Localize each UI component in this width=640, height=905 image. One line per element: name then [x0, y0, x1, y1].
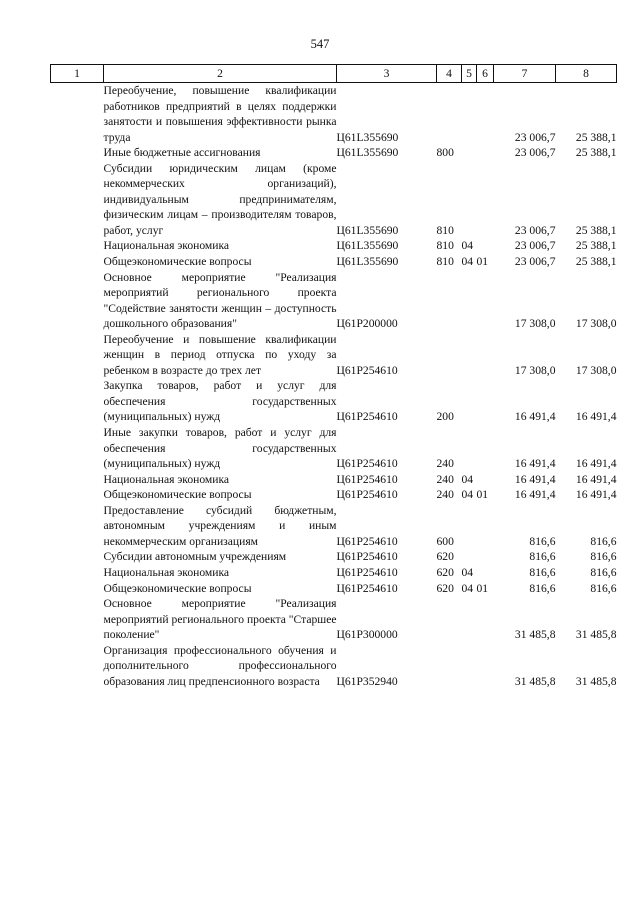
header-col-6: 6: [477, 65, 494, 83]
table-row: [51, 254, 617, 270]
target-article-code: Ц61L355690: [336, 239, 399, 253]
item-name: Общеэкономические вопросы: [103, 255, 252, 269]
table-row: [51, 503, 617, 550]
item-name: Общеэкономические вопросы: [103, 488, 252, 502]
target-article-code: Ц61L355690: [336, 223, 399, 237]
table-row: [51, 581, 617, 597]
amount-column-8: 816,6: [590, 550, 617, 564]
subsection-code: 01: [476, 581, 489, 595]
table-row: [51, 332, 617, 379]
target-article-code: Ц61P352940: [336, 674, 398, 688]
subsection-code: [477, 83, 494, 146]
section-code: [462, 145, 477, 161]
target-article-code: Ц61P254610: [336, 457, 398, 471]
amount-column-7: 17 308,0: [514, 363, 556, 377]
amount-column-8: 16 491,4: [575, 472, 617, 486]
row-number-cell: [51, 238, 104, 254]
amount-column-8: 31 485,8: [575, 628, 617, 642]
table-row: [51, 487, 617, 503]
item-name: Субсидии юридическим лицам (кроме некоммерческих организаций), индивидуальным предпринимателям, физическим лицам – производителям товаров, работ, услуг: [103, 161, 337, 237]
item-name: Национальная экономика: [103, 472, 230, 486]
subsection-code: 01: [476, 488, 489, 502]
target-article-code: Ц61P254610: [336, 488, 398, 502]
item-name: Основное мероприятие "Реализация мероприятий регионального проекта "Старшее поколение": [103, 597, 337, 642]
page-number: 547: [310, 37, 330, 51]
row-number-cell: [51, 503, 104, 550]
target-article-code: Ц61P254610: [336, 472, 398, 486]
section-code: 04: [461, 472, 474, 486]
target-article-code: Ц61P254610: [336, 565, 398, 579]
target-article-code: Ц61P200000: [336, 317, 398, 331]
expense-type-code: 600: [436, 534, 454, 548]
item-name: Иные бюджетные ассигнования: [103, 146, 261, 160]
target-article-code: Ц61L355690: [336, 255, 399, 269]
subsection-code: [477, 425, 494, 472]
row-number-cell: [51, 596, 104, 643]
table-row: [51, 425, 617, 472]
section-code: [462, 161, 477, 239]
amount-column-8: 25 388,1: [575, 146, 617, 160]
table-row: [51, 238, 617, 254]
amount-column-8: 16 491,4: [575, 488, 617, 502]
table-row: [51, 270, 617, 332]
expense-type-code: 810: [436, 223, 454, 237]
amount-column-7: 31 485,8: [514, 628, 556, 642]
expense-type-code: 620: [436, 565, 454, 579]
header-col-8: 8: [556, 65, 617, 83]
table-row: [51, 472, 617, 488]
table-row: [51, 596, 617, 643]
item-name: Организация профессионального обучения и дополнительного профессионального образования лиц предпенсионного возраста: [103, 643, 337, 688]
amount-column-8: 16 491,4: [575, 410, 617, 424]
table-row: [51, 145, 617, 161]
section-code: [462, 549, 477, 565]
section-code: [462, 378, 477, 425]
item-name: Переобучение и повышение квалификации женщин в период отпуска по уходу за ребенком в возрасте до трех лет: [103, 332, 337, 377]
target-article-code: Ц61P254610: [336, 534, 398, 548]
amount-column-8: 816,6: [590, 565, 617, 579]
header-col-4: 4: [437, 65, 462, 83]
amount-column-8: 25 388,1: [575, 255, 617, 269]
amount-column-8: 25 388,1: [575, 223, 617, 237]
subsection-code: [477, 503, 494, 550]
amount-column-7: 23 006,7: [514, 255, 556, 269]
amount-column-8: 816,6: [590, 534, 617, 548]
amount-column-7: 16 491,4: [514, 472, 556, 486]
section-code: 04: [461, 488, 474, 502]
expense-type-code: 240: [436, 488, 454, 502]
target-article-code: Ц61P300000: [336, 628, 398, 642]
section-code: [462, 503, 477, 550]
amount-column-7: 23 006,7: [514, 223, 556, 237]
row-number-cell: [51, 332, 104, 379]
table-row: [51, 565, 617, 581]
subsection-code: 01: [476, 255, 489, 269]
amount-column-7: 16 491,4: [514, 488, 556, 502]
header-col-1: 1: [51, 65, 104, 83]
target-article-code: Ц61L355690: [336, 146, 399, 160]
amount-column-7: 31 485,8: [514, 674, 556, 688]
budget-table: [50, 64, 617, 689]
expense-type-code: [437, 332, 462, 379]
table-row: [51, 378, 617, 425]
item-name: Общеэкономические вопросы: [103, 581, 252, 595]
amount-column-8: 25 388,1: [575, 239, 617, 253]
row-number-cell: [51, 425, 104, 472]
expense-type-code: 810: [436, 255, 454, 269]
amount-column-8: 31 485,8: [575, 674, 617, 688]
target-article-code: Ц61P254610: [336, 410, 398, 424]
header-col-2: 2: [104, 65, 337, 83]
amount-column-8: 25 388,1: [575, 130, 617, 144]
amount-column-7: 816,6: [529, 534, 556, 548]
item-name: Иные закупки товаров, работ и услуг для обеспечения государственных (муниципальных) нужд: [103, 426, 337, 471]
amount-column-8: 816,6: [590, 581, 617, 595]
amount-column-8: 17 308,0: [575, 317, 617, 331]
amount-column-7: 23 006,7: [514, 130, 556, 144]
item-name: Субсидии автономным учреждениям: [103, 550, 287, 564]
item-name: Основное мероприятие "Реализация мероприятий регионального проекта "Содействие занятости женщин – доступность дошкольного образования": [103, 270, 337, 331]
table-row: [51, 643, 617, 690]
amount-column-7: 816,6: [529, 550, 556, 564]
section-code: [462, 83, 477, 146]
row-number-cell: [51, 487, 104, 503]
expense-type-code: 800: [436, 146, 454, 160]
header-col-5: 5: [462, 65, 477, 83]
amount-column-7: 17 308,0: [514, 317, 556, 331]
expense-type-code: 810: [436, 239, 454, 253]
header-col-3: 3: [337, 65, 437, 83]
table-body: [51, 83, 617, 690]
subsection-code: [477, 643, 494, 690]
section-code: 04: [461, 255, 474, 269]
table-header-row: [51, 65, 617, 83]
section-code: 04: [461, 581, 474, 595]
section-code: [462, 270, 477, 332]
row-number-cell: [51, 270, 104, 332]
table-row: [51, 161, 617, 239]
item-name: Закупка товаров, работ и услуг для обеспечения государственных (муниципальных) нужд: [103, 379, 337, 424]
subsection-code: [477, 549, 494, 565]
subsection-code: [477, 332, 494, 379]
item-name: Национальная экономика: [103, 239, 230, 253]
row-number-cell: [51, 254, 104, 270]
target-article-code: Ц61L355690: [336, 130, 399, 144]
subsection-code: [477, 596, 494, 643]
expense-type-code: [437, 596, 462, 643]
table-row: [51, 549, 617, 565]
expense-type-code: [437, 643, 462, 690]
section-code: [462, 332, 477, 379]
section-code: [462, 425, 477, 472]
amount-column-7: 816,6: [529, 581, 556, 595]
row-number-cell: [51, 643, 104, 690]
amount-column-7: 16 491,4: [514, 457, 556, 471]
item-name: Переобучение, повышение квалификации работников предприятий в целях поддержки занятости и повышения эффективности рынка труда: [103, 84, 337, 144]
expense-type-code: 240: [436, 457, 454, 471]
subsection-code: [477, 161, 494, 239]
section-code: [462, 596, 477, 643]
table-row: [51, 83, 617, 146]
amount-column-8: 16 491,4: [575, 457, 617, 471]
subsection-code: [477, 378, 494, 425]
row-number-cell: [51, 145, 104, 161]
amount-column-7: 816,6: [529, 565, 556, 579]
row-number-cell: [51, 83, 104, 146]
section-code: [462, 643, 477, 690]
header-col-7: 7: [494, 65, 556, 83]
expense-type-code: 240: [436, 472, 454, 486]
amount-column-7: 16 491,4: [514, 410, 556, 424]
subsection-code: [477, 472, 494, 488]
section-code: 04: [461, 565, 474, 579]
row-number-cell: [51, 161, 104, 239]
amount-column-7: 23 006,7: [514, 239, 556, 253]
amount-column-7: 23 006,7: [514, 146, 556, 160]
row-number-cell: [51, 549, 104, 565]
amount-column-8: 17 308,0: [575, 363, 617, 377]
expense-type-code: 200: [436, 410, 454, 424]
target-article-code: Ц61P254610: [336, 550, 398, 564]
expense-type-code: 620: [436, 581, 454, 595]
row-number-cell: [51, 565, 104, 581]
subsection-code: [477, 145, 494, 161]
subsection-code: [477, 565, 494, 581]
expense-type-code: [437, 83, 462, 146]
subsection-code: [477, 238, 494, 254]
expense-type-code: 620: [436, 550, 454, 564]
row-number-cell: [51, 581, 104, 597]
target-article-code: Ц61P254610: [336, 363, 398, 377]
row-number-cell: [51, 472, 104, 488]
row-number-cell: [51, 378, 104, 425]
subsection-code: [477, 270, 494, 332]
expense-type-code: [437, 270, 462, 332]
item-name: Предоставление субсидий бюджетным, автономным учреждениям и иным некоммерческим организациям: [103, 503, 337, 548]
section-code: 04: [461, 239, 474, 253]
target-article-code: Ц61P254610: [336, 581, 398, 595]
item-name: Национальная экономика: [103, 565, 230, 579]
